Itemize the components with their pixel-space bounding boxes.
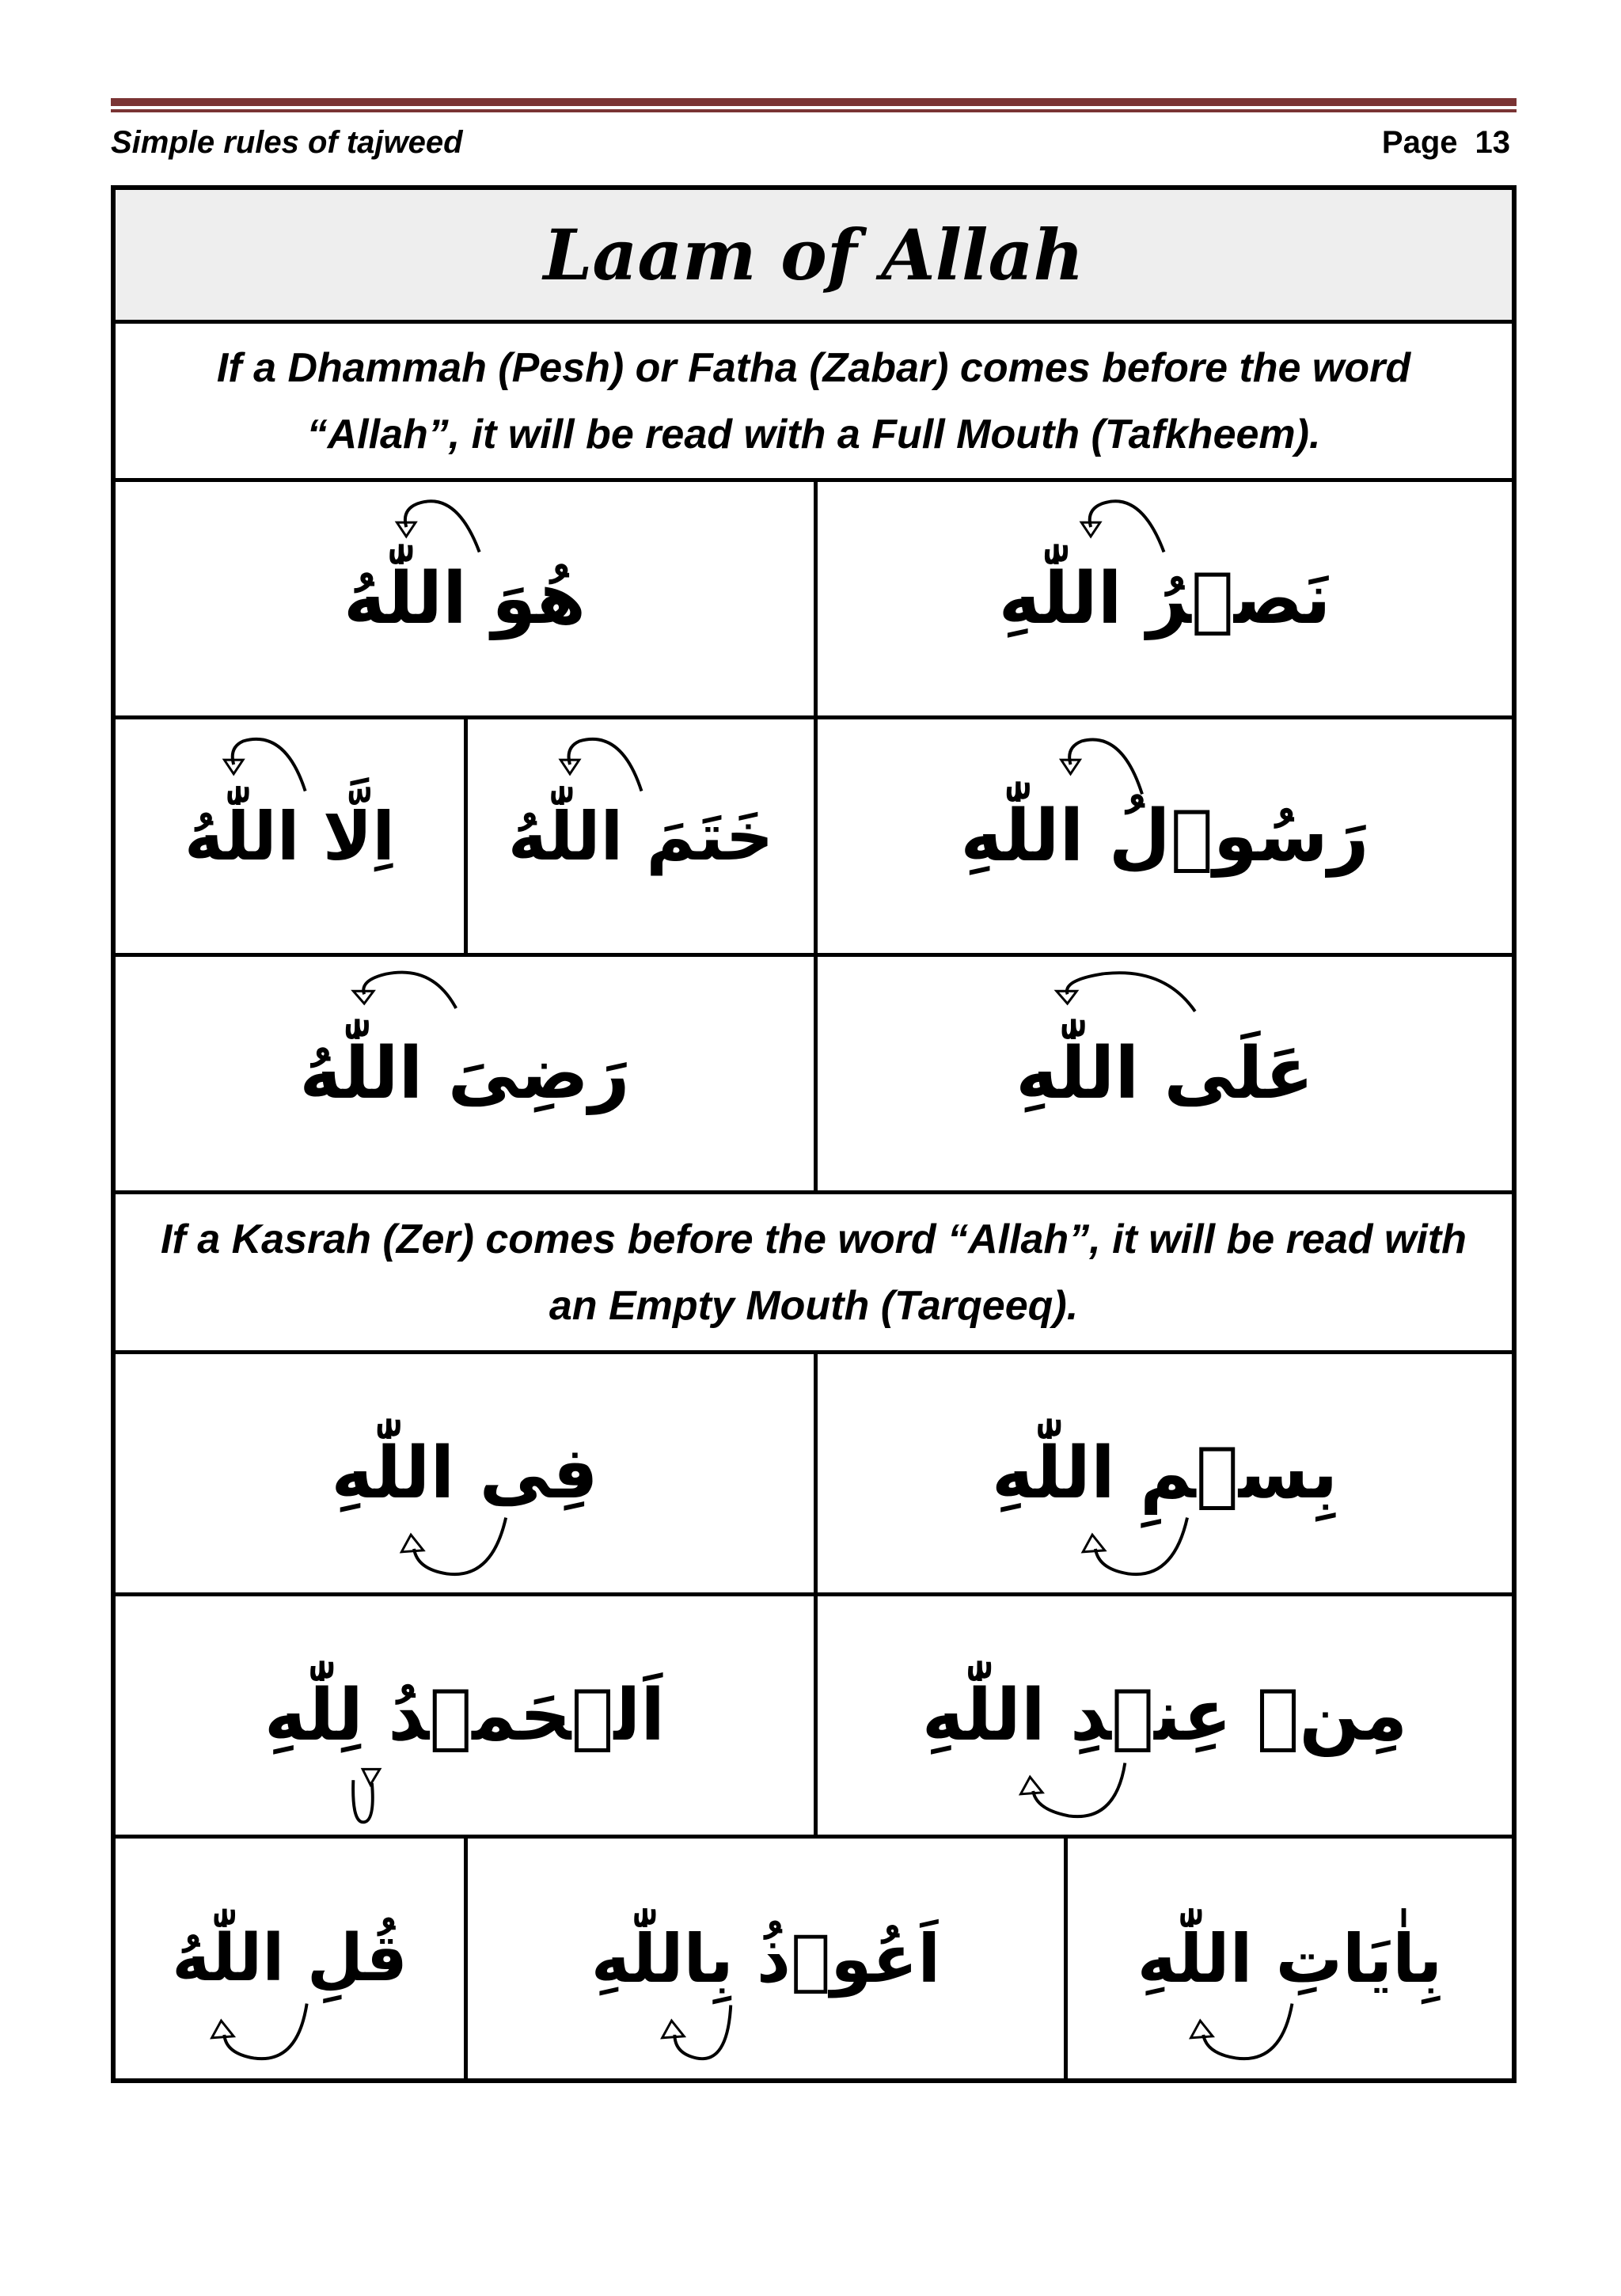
page-number: [1382, 125, 1510, 161]
title-band: [116, 190, 1512, 320]
example-cell: [116, 1354, 814, 1592]
example-cell: [116, 1596, 814, 1835]
example-row: [116, 715, 1512, 953]
example-cell: [814, 719, 1512, 953]
example-row: [116, 1835, 1512, 2078]
example-alallah: عَلَى اللّٰهِ: [1015, 1031, 1314, 1115]
page-number-value: 13: [1475, 125, 1510, 160]
example-qulillahu: قُلِ اللّٰهُ: [172, 1920, 408, 1996]
rule-tafkheem-text: If a Dhammah (Pesh) or Fatha (Zabar) comes before the word “Allah”, it will be read with a Full Mouth (Tafkheem).: [216, 344, 1411, 457]
example-khatamallah: خَتَمَ اللّٰهُ: [507, 797, 774, 875]
example-alhamdulillah: اَلۡحَمۡدُ لِلّٰهِ: [264, 1673, 666, 1757]
example-illallah: اِلَّا اللّٰهُ: [184, 797, 396, 875]
example-audhubillah: اَعُوۡذُ بِاللّٰهِ: [590, 1919, 941, 1998]
example-cell: [464, 1839, 1064, 2078]
rule-tafkheem: [116, 320, 1512, 478]
example-row: [116, 1350, 1512, 1592]
example-fillah: فِی اللّٰهِ: [331, 1431, 598, 1515]
tajweed-table: [111, 185, 1517, 2083]
example-radiyallah: رَضِیَ اللّٰهُ: [299, 1031, 630, 1115]
example-row: [116, 953, 1512, 1190]
example-rasulullah: رَسُوۡلُ اللّٰهِ: [960, 794, 1369, 878]
example-cell: [814, 1596, 1512, 1835]
example-cell: [116, 719, 464, 953]
header-rule-thick: [111, 98, 1517, 106]
example-bismillah: بِسۡمِ اللّٰهِ: [991, 1431, 1338, 1515]
example-cell: [814, 482, 1512, 715]
running-header-title: Simple rules of tajweed: [111, 125, 463, 160]
example-cell: [1064, 1839, 1512, 2078]
page-title: Laam of Allah: [543, 214, 1084, 296]
example-biayatillah: بِاٰيَاتِ اللّٰهِ: [1137, 1919, 1443, 1998]
page-label: Page: [1381, 125, 1458, 160]
example-huwallah: هُوَ اللّٰهُ: [343, 556, 587, 640]
example-cell: [814, 1354, 1512, 1592]
header-rule-thin: [111, 109, 1517, 112]
example-minindillah: مِنۡ عِنۡدِ اللّٰهِ: [921, 1673, 1408, 1757]
example-row: [116, 1592, 1512, 1835]
example-cell: [116, 1839, 464, 2078]
example-cell: [814, 957, 1512, 1190]
example-row: [116, 478, 1512, 715]
example-nasrullah: نَصۡرُ اللّٰهِ: [998, 556, 1331, 640]
rule-tarqeeq: [116, 1190, 1512, 1350]
rule-tarqeeq-text: If a Kasrah (Zer) comes before the word “Allah”, it will be read with an Empty Mouth (Tarqeeq).: [161, 1216, 1467, 1329]
example-cell: [116, 482, 814, 715]
example-cell: [116, 957, 814, 1190]
example-cell: [464, 719, 814, 953]
